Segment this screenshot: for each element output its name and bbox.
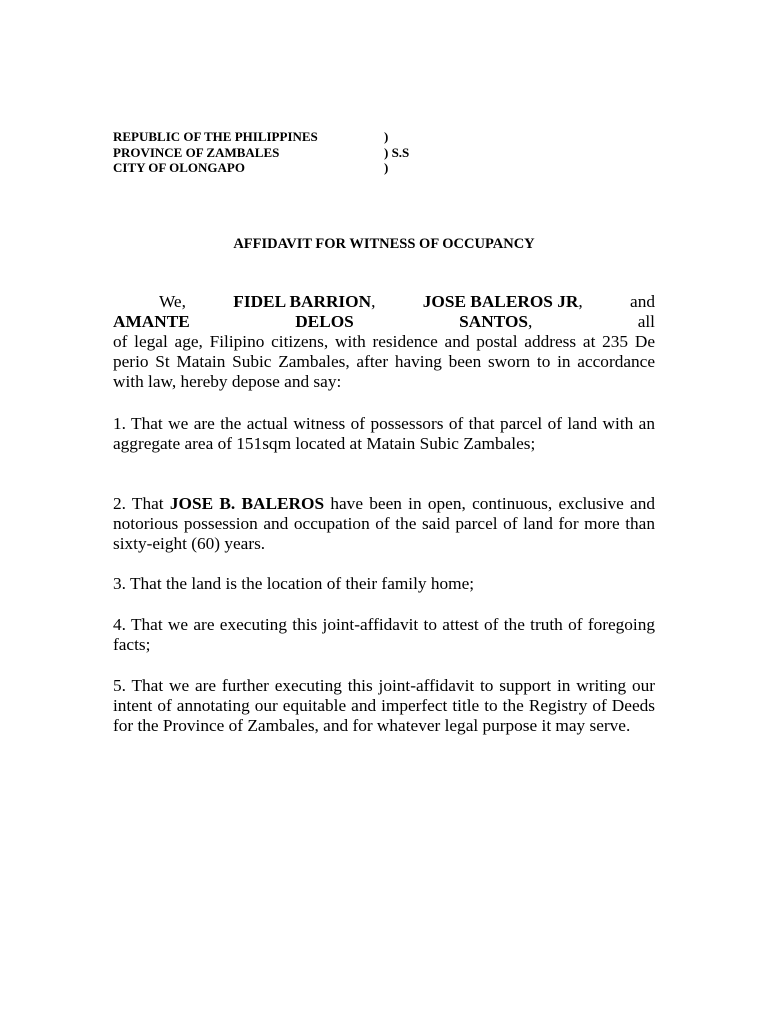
- intro-name-3a: AMANTE: [113, 312, 190, 331]
- intro-line-1: [113, 292, 655, 312]
- paragraph-2-name: JOSE B. BALEROS: [169, 494, 325, 513]
- intro-comma-1: ,: [371, 292, 376, 311]
- intro-line-2: [113, 312, 655, 332]
- intro-name-1: FIDEL BARRION: [233, 292, 372, 311]
- paragraph-3: [113, 574, 655, 594]
- intro-comma-3: ,: [528, 312, 533, 331]
- venue-line-republic: [113, 129, 409, 145]
- intro-name-3c: SANTOS: [459, 312, 528, 331]
- paragraph-2-rest: have been in open, continuous, exclusive and notorious possession and occupation of the said parcel of land for more than sixty-eight (60) years.: [113, 494, 655, 553]
- intro-all: all: [637, 312, 655, 331]
- venue-republic-label: REPUBLIC OF THE PHILIPPINES: [113, 129, 318, 144]
- paragraph-2: [113, 494, 655, 554]
- intro-and: and: [630, 292, 655, 311]
- venue-line-province: [113, 145, 409, 161]
- intro-paragraph: [113, 292, 655, 392]
- venue-province-bracket: ) S.S: [384, 144, 410, 160]
- paragraph-3-text: 3. That the land is the location of their family home;: [113, 574, 475, 593]
- paragraph-2-text: [113, 494, 655, 554]
- venue-republic-bracket: ): [384, 129, 389, 144]
- venue-city-label: CITY OF OLONGAPO: [113, 160, 245, 175]
- paragraph-2-prefix: 2. That: [113, 494, 170, 513]
- intro-name-2: JOSE BALEROS JR: [422, 292, 579, 311]
- venue-line-city: [113, 160, 409, 176]
- venue-province-label: PROVINCE OF ZAMBALES: [113, 144, 280, 160]
- paragraph-4: [113, 615, 655, 655]
- intro-name-3b: DELOS: [295, 312, 354, 331]
- intro-name-1-wrap: [233, 292, 375, 312]
- intro-we: We,: [159, 292, 186, 311]
- venue-block: [113, 129, 409, 176]
- intro-rest: of legal age, Filipino citizens, with residence and postal address at 235 De perio St Matain Subic Zambales, after having been sworn to in accordance with law, hereby depose and say:: [113, 332, 655, 391]
- paragraph-1-text: 1. That we are the actual witness of possessors of that parcel of land with an aggregate area of 151sqm located at Matain Subic Zambales;: [113, 414, 655, 453]
- intro-name-3c-wrap: [459, 312, 532, 332]
- paragraph-1: [113, 414, 655, 454]
- intro-name-2-wrap: [423, 292, 583, 312]
- paragraph-5: [113, 676, 655, 736]
- venue-city-bracket: ): [384, 160, 389, 175]
- paragraph-5-text: 5. That we are further executing this joint-affidavit to support in writing our intent of annotating our equitable and imperfect title to the Registry of Deeds for the Province of Zambales, and for whatever legal purpose it may serve.: [113, 676, 655, 735]
- document-title: AFFIDAVIT FOR WITNESS OF OCCUPANCY: [233, 236, 535, 252]
- paragraph-4-text: 4. That we are executing this joint-affidavit to attest of the truth of foregoing facts;: [113, 615, 655, 654]
- intro-comma-2: ,: [578, 292, 583, 311]
